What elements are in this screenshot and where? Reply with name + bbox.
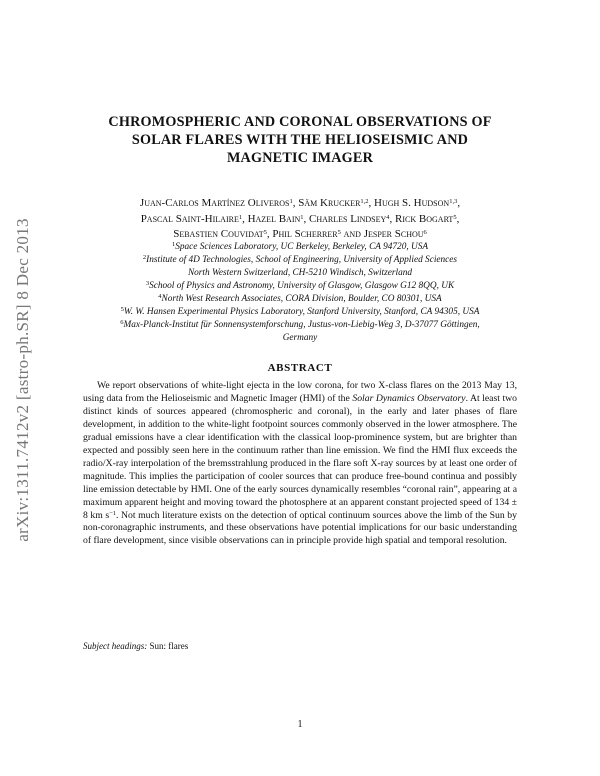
author: Pascal Saint-Hilaire (140, 212, 239, 225)
author-affil-mark: 1 (300, 213, 304, 221)
author-list (50, 196, 550, 243)
affil-number: 4 (158, 293, 162, 300)
author: Hugh S. Hudson (374, 197, 450, 209)
affil-number: 1 (171, 241, 176, 248)
affil-number: 3 (145, 280, 150, 287)
subject-headings (83, 641, 188, 651)
affil-text: North West Research Associates, CORA Division, Boulder, CO 80301, USA (161, 294, 442, 304)
author-affil-mark: 4 (386, 213, 390, 221)
author-affil-mark: 1 (289, 198, 293, 205)
author-affil-mark: 5 (263, 229, 267, 236)
affiliation (30, 293, 570, 306)
author: Jesper Schou (363, 228, 424, 240)
abstract-text: . Not much literature exists on the detection of optical continuum sources above the limb of the Sun by non-coronagraphic instruments, and these observations have potential implications for our basic understanding of flare development, since visible observations can in principle provide high spatial and temporal resolution. (83, 509, 517, 547)
subject-headings-label: Subject headings: (83, 641, 148, 651)
author-affil-mark: 1,2 (360, 198, 369, 205)
abstract-text: . At least two distinct kinds of sources appeared (chromospheric and coronal), in the early and later phases of flare development, in addition to the white-light footpoint sources commonly observed in the lower atmosphere. The gradual emissions have a clear identification with the classical loop-prominence system, but are brighter than expected and possibly seen here in the continuum rather than line emission. We find the HMI flux exceeds the radio/X-ray interpolation of the bremsstrahlung produced in the flare soft X-ray sources by at least one order of magnitude. This implies the participation of cooler sources that can produce free-bound continua and possibly line emission detectable by HMI. One of the early sources dynamically resembles “coronal rain”, appearing at a maximum apparent height and moving toward the photosphere at an apparent constant projected speed of 134 ± 8 km s (83, 392, 517, 521)
title-line: CHROMOSPHERIC AND CORONAL OBSERVATIONS OF (108, 114, 492, 130)
author-affil-mark: 5 (453, 213, 457, 221)
affil-text: School of Physics and Astronomy, University of Glasgow, Glasgow G12 8QQ, UK (149, 281, 455, 291)
affil-number: 2 (142, 254, 147, 261)
affil-text: Max-Planck-Institut für Sonnensystemforschung, Justus-von-Liebig-Weg 3, D-37077 Göttingen, (123, 320, 480, 330)
abstract-body (83, 380, 517, 548)
arxiv-identifier (10, 170, 36, 590)
author-line: Sebastien Couvidat$^5$, Phil Scherrer$^5$ and Jesper Schou$^6$ (173, 228, 427, 240)
affiliation (30, 254, 570, 267)
title-line: SOLAR FLARES WITH THE HELIOSEISMIC AND (131, 132, 469, 148)
title-line: MAGNETIC IMAGER (226, 150, 374, 166)
affil-text: W. W. Hansen Experimental Physics Laboratory, Stanford University, Stanford, CA 94305, USA (123, 307, 480, 317)
affil-number: 6 (120, 319, 124, 326)
author: Charles Lindsey (309, 212, 387, 225)
abstract-text: We report observations of white-light ejecta in the low corona, for two X-class flares on the 2013 May 13, using data from the Helioseismic and Magnetic Imager (HMI) of the (83, 380, 517, 404)
affiliation-continued: North Western Switzerland, CH-5210 Windisch, Switzerland (187, 268, 413, 278)
author: Hazel Bain (247, 212, 301, 225)
affiliation (30, 241, 570, 254)
affiliation-continued: Germany (282, 333, 318, 343)
subject-headings-value: Sun: flares (149, 641, 189, 651)
affiliation (30, 306, 570, 319)
journal-name: Solar Dynamics Observatory (352, 392, 466, 404)
author-affil-mark: 1 (238, 213, 243, 221)
author: Juan-Carlos Martínez Oliveros (139, 197, 290, 209)
paper-title (60, 113, 540, 167)
author-line: Juan-Carlos Martínez Oliveros$^1$, Säm Krucker$^{1,2}$, Hugh S. Hudson$^{1,3}$, (139, 197, 461, 209)
author: Phil Scherrer (272, 228, 338, 240)
author-affil-mark: 1,3 (449, 198, 458, 205)
affiliation (30, 280, 570, 293)
unit-exponent: −1 (109, 509, 117, 517)
author-affil-mark: 6 (423, 229, 427, 236)
author: Sebastien Couvidat (173, 228, 264, 240)
arxiv-identifier-text: arXiv:1311.7412v2 [astro-ph.SR] 8 Dec 2013 (13, 218, 32, 542)
author: Rick Bogart (395, 212, 454, 225)
affil-number: 5 (120, 306, 124, 313)
author-conjunction: and (343, 228, 361, 240)
author-affil-mark: 5 (337, 229, 341, 236)
abstract-paragraph (83, 380, 517, 548)
author: Säm Krucker (298, 197, 361, 209)
affil-text: Space Sciences Laboratory, UC Berkeley, Berkeley, CA 94720, USA (175, 242, 429, 252)
abstract-heading: ABSTRACT (267, 362, 333, 374)
affiliation (30, 319, 570, 332)
affil-text: Institute of 4D Technologies, School of Engineering, University of Applied Sciences (146, 255, 458, 265)
page-number: 1 (297, 719, 303, 730)
author-line: Pascal Saint-Hilaire$^1$, Hazel Bain$^1$, Charles Lindsey$^4$, Rick Bogart$^5$, (140, 212, 460, 225)
affiliation-list (30, 241, 570, 345)
